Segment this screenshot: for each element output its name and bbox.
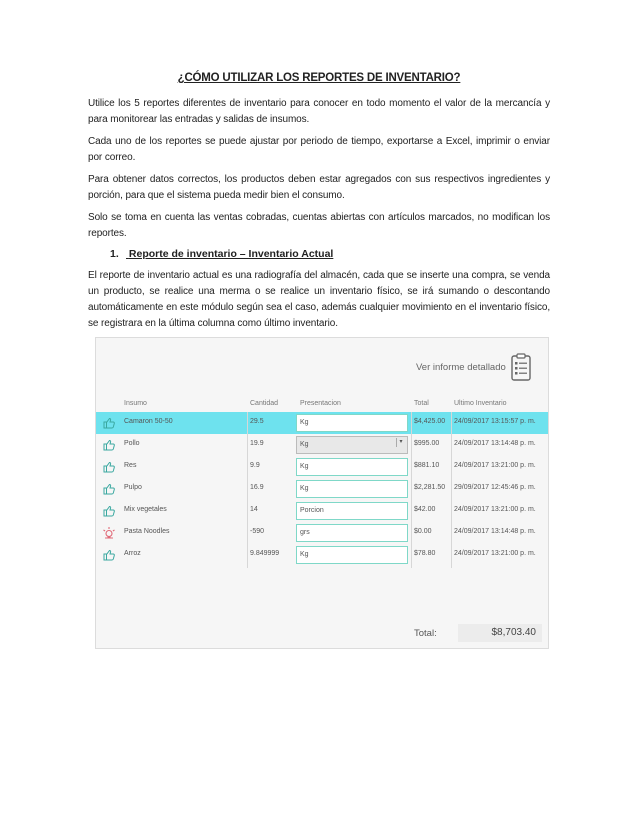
total-bar (96, 620, 548, 648)
presentation-select[interactable] (296, 480, 408, 498)
cell-insumo: Mix vegetales (124, 506, 167, 513)
cell-total: $4,425.00 (414, 418, 446, 425)
presentation-select[interactable] (296, 458, 408, 476)
col-ultimo-inventario[interactable]: Ultimo Inventario (454, 400, 507, 407)
table-header (96, 400, 548, 412)
cell-ultimo-inventario: 29/09/2017 12:45:46 p. m. (454, 484, 536, 491)
cell-total: $42.00 (414, 506, 436, 513)
cell-insumo: Pulpo (124, 484, 142, 491)
presentation-select[interactable] (296, 524, 408, 542)
cell-cantidad: 9.9 (250, 462, 260, 469)
detailed-report-link[interactable]: Ver informe detallado (416, 362, 506, 373)
screenshot-header (96, 338, 548, 398)
section-paragraph: El reporte de inventario actual es una radiografía del almacén, cada que se inserte una compra, se venda un producto, se realice una merma o se realice un inventario físico, se irá sumando o descontando automáticamente en este módulo según sea el caso, además cualquier movimiento en el inventario físico, se registrara en la última columna como último inventario. (88, 270, 550, 329)
thumbs-up-icon (102, 416, 116, 430)
paragraph-4: Solo se toma en cuenta las ventas cobradas, cuentas abiertas con artículos marcados, no modifican los reportes. (88, 212, 550, 239)
thumbs-up-icon (102, 438, 116, 452)
cell-total: $0.00 (414, 528, 432, 535)
cell-presentacion: Kg (300, 551, 309, 558)
cell-total: $78.80 (414, 550, 436, 557)
thumbs-up-icon (102, 482, 116, 496)
document-body (88, 72, 550, 338)
col-total[interactable]: Total (414, 400, 429, 407)
cell-cantidad: -590 (250, 528, 265, 535)
paragraph-3: Para obtener datos correctos, los productos deben estar agregados con sus respectivos ingredientes y porción, para que el sistema pueda medir bien el consumo. (88, 174, 550, 201)
section-heading (110, 248, 550, 260)
grid-divider (247, 412, 248, 568)
cell-ultimo-inventario: 24/09/2017 13:21:00 p. m. (454, 550, 536, 557)
clipboard-list-icon[interactable] (510, 352, 532, 382)
cell-ultimo-inventario: 24/09/2017 13:14:48 p. m. (454, 528, 536, 535)
cell-presentacion: Kg (300, 485, 309, 492)
cell-presentacion: Kg (300, 463, 309, 470)
cell-insumo: Arroz (124, 550, 141, 557)
cell-total: $2,281.50 (414, 484, 446, 491)
alert-siren-icon (102, 526, 116, 540)
inventory-screenshot (95, 337, 549, 649)
cell-ultimo-inventario: 24/09/2017 13:14:48 p. m. (454, 440, 536, 447)
thumbs-up-icon (102, 460, 116, 474)
grid-divider (411, 412, 412, 568)
document-title: ¿CÓMO UTILIZAR LOS REPORTES DE INVENTARIO? (177, 72, 461, 84)
cell-total: $995.00 (414, 440, 440, 447)
cell-cantidad: 14 (250, 506, 258, 513)
cell-insumo: Pollo (124, 440, 140, 447)
table-row[interactable] (96, 412, 548, 434)
cell-presentacion: Kg (300, 441, 309, 448)
total-label: Total: (414, 628, 437, 639)
thumbs-up-icon (102, 504, 116, 518)
total-value (458, 624, 542, 642)
cell-cantidad: 16.9 (250, 484, 264, 491)
cell-total: $881.10 (414, 462, 440, 469)
table-row[interactable] (96, 500, 548, 522)
cell-presentacion: Porcion (300, 507, 324, 514)
cell-ultimo-inventario: 24/09/2017 13:15:57 p. m. (454, 418, 536, 425)
total-amount: $8,703.40 (491, 627, 536, 638)
table-row[interactable] (96, 434, 548, 456)
cell-insumo: Camaron 50-50 (124, 418, 173, 425)
col-cantidad[interactable]: Cantidad (250, 400, 279, 407)
cell-cantidad: 29.5 (250, 418, 264, 425)
presentation-select[interactable] (296, 546, 408, 564)
col-presentacion[interactable]: Presentacion (300, 400, 341, 407)
cell-presentacion: Kg (300, 419, 309, 426)
table-row[interactable] (96, 544, 548, 566)
table-row[interactable] (96, 456, 548, 478)
chevron-down-icon[interactable]: ▾ (396, 438, 405, 447)
presentation-select[interactable] (296, 414, 408, 432)
presentation-select[interactable] (296, 502, 408, 520)
table-row[interactable] (96, 478, 548, 500)
grid-divider (451, 412, 452, 568)
cell-presentacion: grs (300, 529, 310, 536)
cell-cantidad: 9.849999 (250, 550, 280, 557)
table-row[interactable] (96, 522, 548, 544)
cell-cantidad: 19.9 (250, 440, 264, 447)
cell-insumo: Res (124, 462, 137, 469)
cell-ultimo-inventario: 24/09/2017 13:21:00 p. m. (454, 506, 536, 513)
section-title: Reporte de inventario – Inventario Actual (128, 248, 334, 260)
paragraph-1: Utilice los 5 reportes diferentes de inventario para conocer en todo momento el valor de la mercancía y para monitorear las entradas y salidas de insumos. (88, 98, 550, 125)
thumbs-up-icon (102, 548, 116, 562)
presentation-select[interactable] (296, 436, 408, 454)
cell-insumo: Pasta Noodles (124, 528, 170, 535)
col-insumo[interactable]: Insumo (124, 400, 147, 407)
paragraph-2: Cada uno de los reportes se puede ajustar por periodo de tiempo, exportarse a Excel, imprimir o enviar por correo. (88, 136, 550, 163)
section-number: 1. (110, 248, 119, 260)
cell-ultimo-inventario: 24/09/2017 13:21:00 p. m. (454, 462, 536, 469)
